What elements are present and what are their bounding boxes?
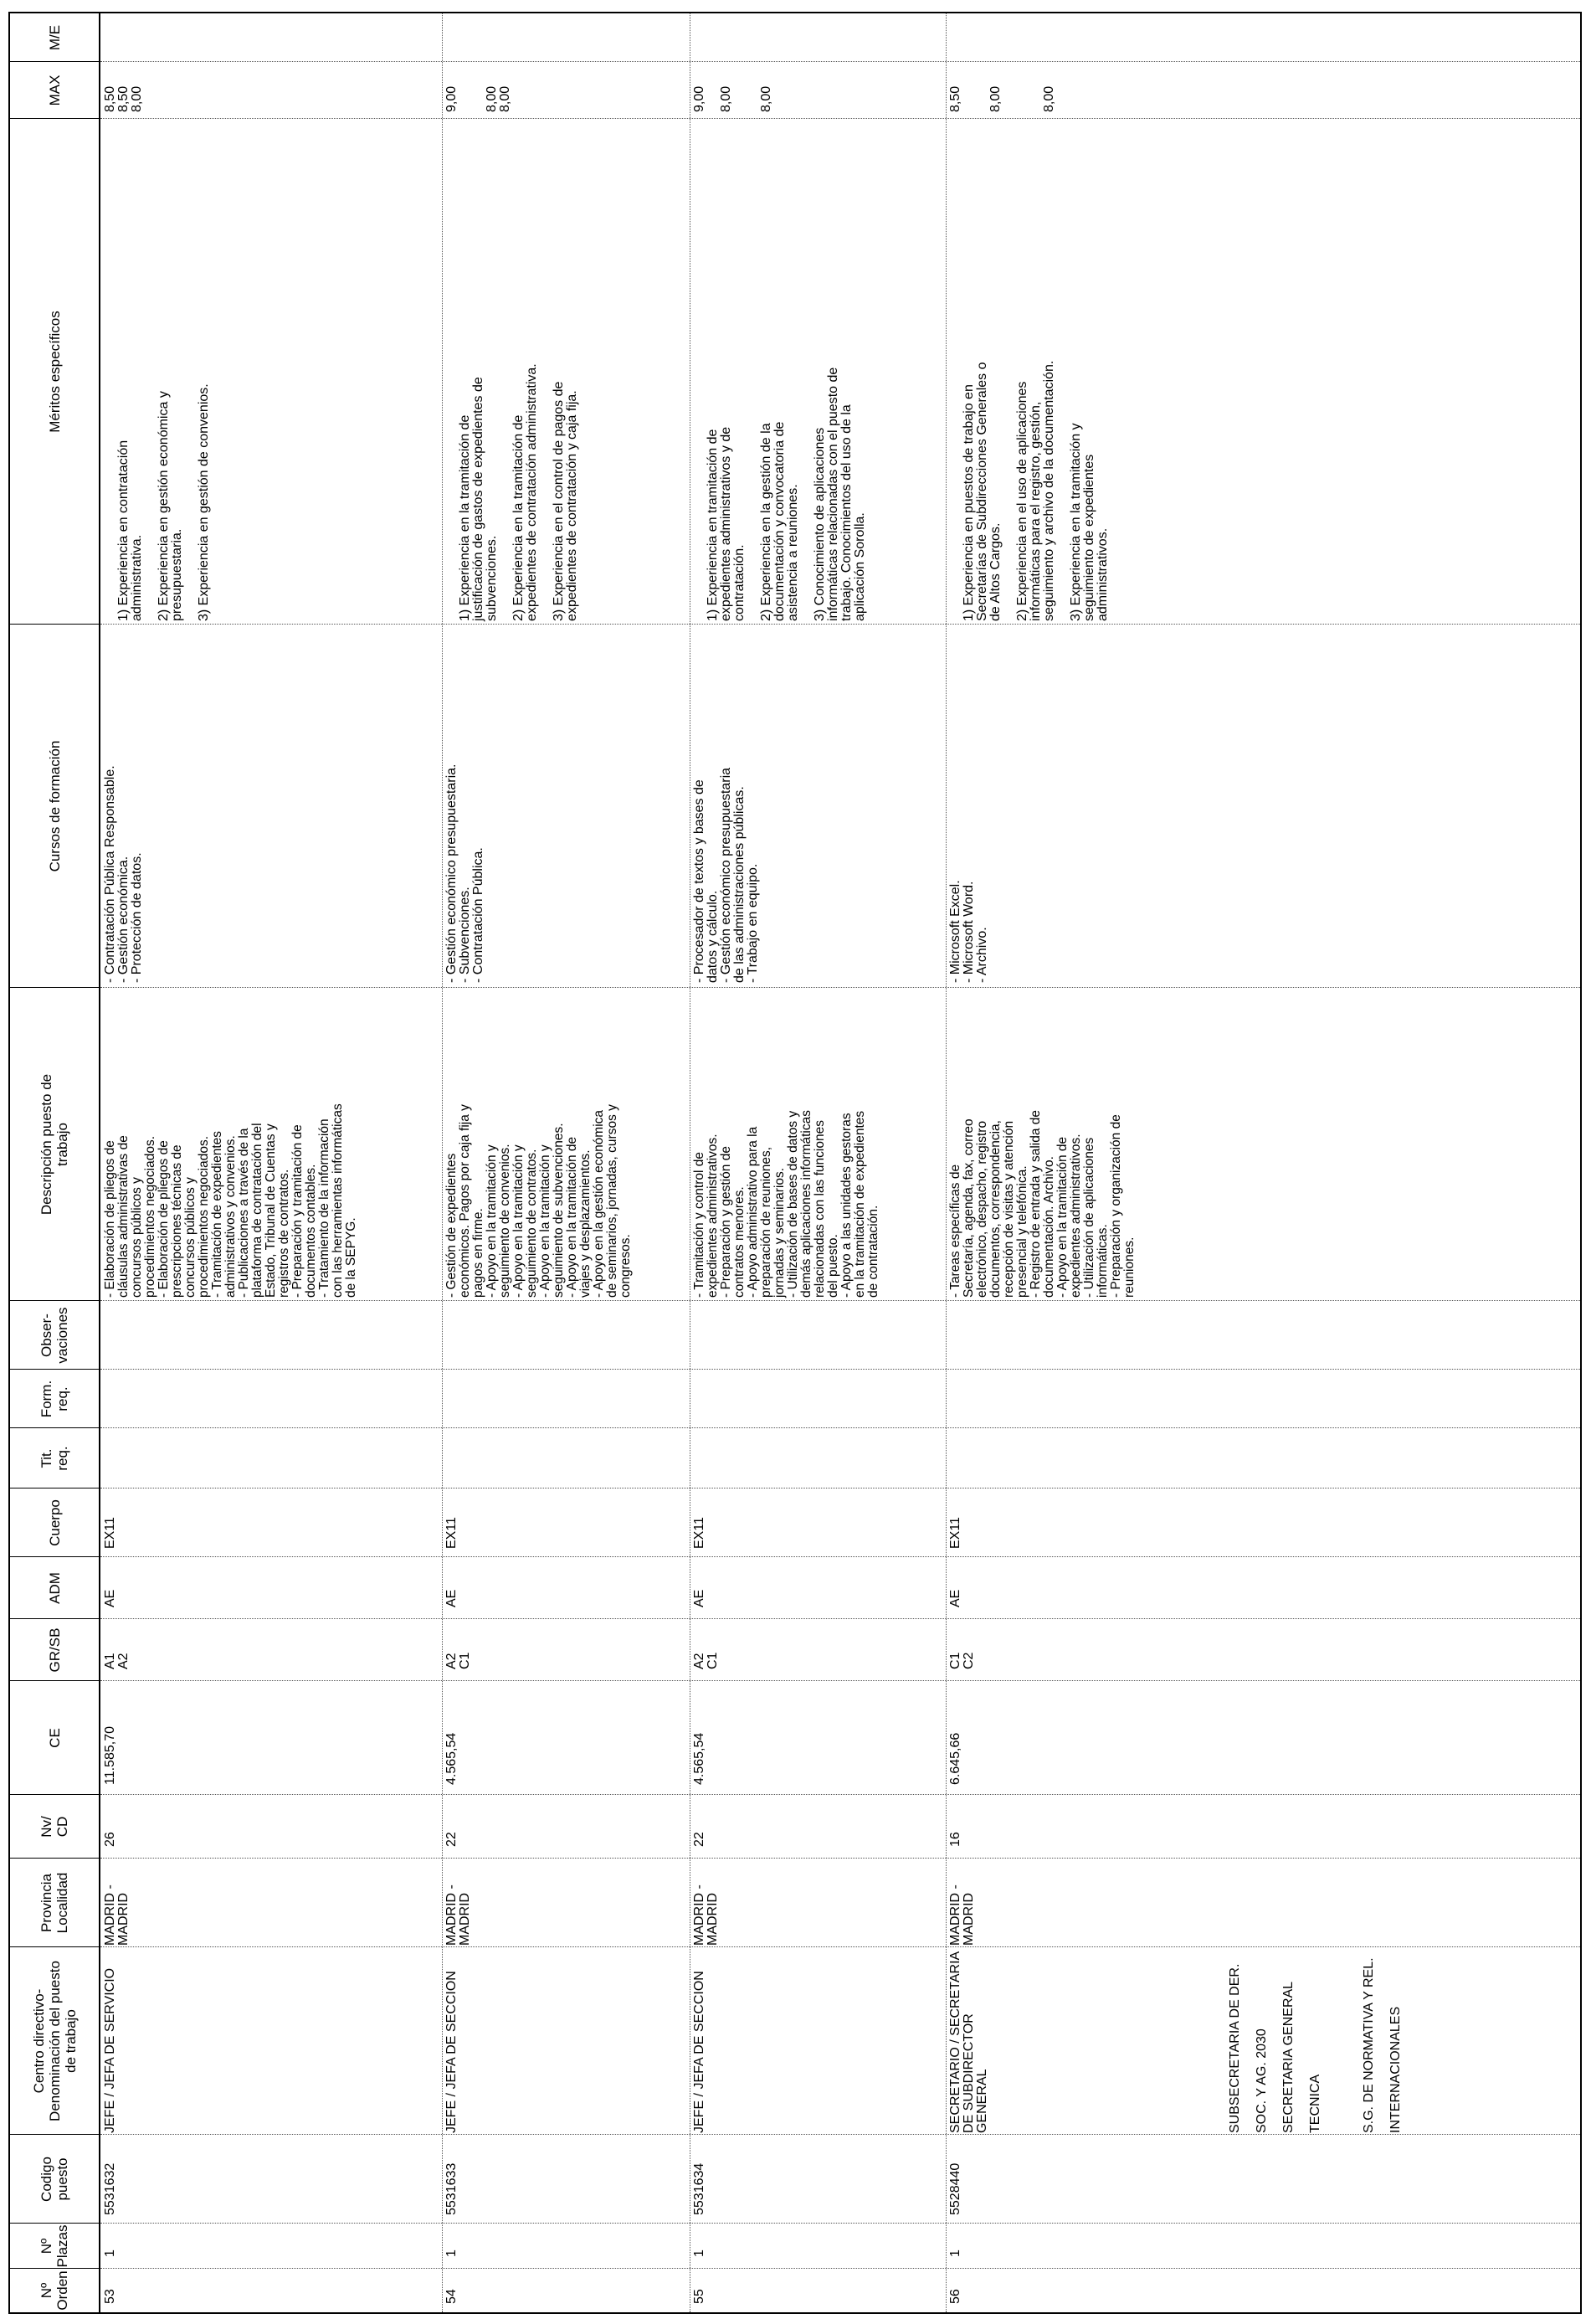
merito-item: 1) Experiencia en puestos de trabajo en Secretarías de Subdirecciones Generales o de Altos Cargos. (962, 362, 1003, 621)
plazas-cell: 1 (444, 2249, 459, 2257)
max-value: 8,00 (719, 85, 733, 112)
plazas-cell: 1 (692, 2249, 706, 2257)
descripcion-cell: - Gestión de expedientes económicos. Pagos por caja fija y pagos en firme. - Apoyo en la tramitación y seguimiento de convenios. - Apoyo en la tramitación y seguimiento de contratos. - Apoyo en la tramitación y seguimiento de subvenciones. - Apoyo en la tramitación de viajes y desplazamientos. - Apoyo en la gestión económica de seminarios, jornadas, cursos y congresos. (444, 1104, 633, 1298)
max-value: 8,00 (988, 85, 1003, 112)
header-ce: CE (46, 1728, 63, 1748)
denominacion-cell: JEFE / JEFA DE SECCION (692, 1971, 706, 2133)
descripcion-cell: - Elaboración de pliegos de cláusulas administrativas de concursos públicos y procedimientos negociados. - Elaboración de pliegos de prescripciones técnicas de concursos públicos y procedimientos negociados. - Tramitación de expedientes administrativos y convenios. - Publicaciones a través de la plataforma de contratación del Estado, Tribunal de Cuentas y registros de contratos. - Preparación y tramitación de documentos contables. - Tratamiento de la información con las herramientas informáticas de la SEPYG. (103, 1103, 358, 1298)
max-cell (949, 65, 1056, 112)
cursos-cell: - Procesador de textos y bases de datos y cálculo. - Gestión económico presupuestaria de las administraciones públicas. - Trabajo en equipo. (692, 767, 760, 983)
cursos-cell: - Microsoft Excel. - Microsoft Word. - Archivo. (948, 880, 989, 983)
nivel-cell: 22 (692, 1832, 706, 1847)
merito-item: 1) Experiencia en la tramitación de justificación de gastos de expedientes de subvenciones. (458, 377, 499, 621)
header-meritos: Méritos específicos (46, 311, 63, 433)
provincia-cell: MADRID - MADRID (948, 1884, 976, 1946)
ce-cell: 4.565,54 (692, 1732, 706, 1785)
provincia-cell: MADRID - MADRID (103, 1884, 131, 1946)
adm-cell: AE (444, 1589, 459, 1607)
max-value: 8,00 (130, 85, 144, 112)
ce-cell: 6.645,66 (948, 1732, 962, 1785)
header-cursos: Cursos de formación (46, 740, 63, 872)
org-line: S.G. DE NORMATIVA Y REL. (1362, 1957, 1376, 2133)
provincia-cell: MADRID - MADRID (444, 1884, 472, 1946)
plazas-cell: 1 (103, 2249, 117, 2257)
merito-item: 3) Experiencia en el control de pagos de expedientes de contratación y caja fija. (552, 381, 579, 621)
meritos-cell (949, 122, 1123, 621)
header-centro: Centro directivo- Denominación del puesto de trabajo (30, 1961, 79, 2121)
grupo-cell: A2 C1 (444, 1652, 472, 1669)
org-line: SECRETARIA GENERAL (1281, 1981, 1296, 2133)
adm-cell: AE (948, 1589, 962, 1607)
merito-item: 1) Experiencia en contratación administrativa. (116, 440, 144, 621)
table-header (10, 13, 100, 2312)
merito-item: 2) Experiencia en el uso de aplicaciones informáticas para el registro, gestión, seguimiento y archivo de la documentación. (1015, 360, 1056, 621)
header-plazas: Nº Plazas (38, 2224, 70, 2268)
codigo-cell: 5531634 (692, 2162, 706, 2215)
cursos-cell: - Gestión económico presupuestaria. - Subvenciones. - Contratación Pública. (444, 764, 485, 983)
merito-item: 2) Experiencia en la tramitación de expedientes de contratación administrativa. (511, 363, 539, 621)
adm-cell: AE (692, 1589, 706, 1607)
header-form: Form. req. (38, 1380, 70, 1418)
positions-table (8, 12, 1582, 2314)
nivel-cell: 22 (444, 1832, 459, 1847)
header-max: MAX (46, 75, 63, 106)
ce-cell: 4.565,54 (444, 1732, 459, 1785)
merito-item: 3) Experiencia en gestión de convenios. (197, 383, 211, 621)
max-value: 8,00 (759, 85, 773, 112)
codigo-cell: 5528440 (948, 2162, 962, 2215)
max-value: 8,50 (116, 85, 131, 112)
plazas-cell: 1 (948, 2249, 962, 2257)
header-orden: Nº Orden (38, 2270, 70, 2311)
org-line: INTERNACIONALES (1388, 2006, 1403, 2133)
denominacion-cell: JEFE / JEFA DE SECCION (444, 1971, 459, 2133)
grupo-cell: C1 C2 (948, 1652, 976, 1669)
header-nv: Nv/ CD (38, 1816, 70, 1838)
cursos-cell: - Contratación Pública Responsable. - Gestión económica. - Protección de datos. (103, 765, 144, 983)
max-cell (104, 65, 144, 112)
header-obs: Obser- vaciones (38, 1307, 70, 1364)
ce-cell: 11.585,70 (103, 1726, 117, 1785)
header-adm: ADM (46, 1572, 63, 1604)
max-cell (445, 65, 512, 112)
header-gr: GR/SB (46, 1627, 63, 1673)
organization-unit (1215, 1941, 1416, 2133)
nivel-cell: 26 (103, 1832, 117, 1847)
max-value: 8,00 (1042, 85, 1056, 112)
descripcion-cell: - Tramitación y control de expedientes administrativos. - Preparación y gestión de contratos menores. - Apoyo administrativo para la preparación de reuniones, jornadas y seminarios. - Utilización de bases de datos y demás aplicaciones informáticas relacionadas con las funciones del puesto. - Apoyo a las unidades gestoras en la tramitación de expedientes de contratación. (692, 1110, 880, 1298)
provincia-cell: MADRID - MADRID (692, 1884, 720, 1946)
meritos-cell (445, 122, 593, 621)
max-value: 9,00 (692, 85, 706, 112)
orden-cell: 53 (103, 2289, 117, 2304)
max-value: 8,50 (948, 85, 962, 112)
merito-item: 3) Experiencia en la tramitación y seguimiento de expedientes administrativos. (1069, 423, 1110, 621)
meritos-cell (693, 122, 880, 621)
max-value: 8,00 (498, 85, 512, 112)
header-tit: Tit. req. (38, 1446, 70, 1471)
cuerpo-cell: EX11 (948, 1517, 962, 1549)
max-value: 8,00 (485, 85, 499, 112)
org-line: SOC. Y AG. 2030 (1255, 2028, 1269, 2133)
merito-item: 3) Conocimiento de aplicaciones informáticas relacionadas con el puesto de trabajo. Conocimientos del uso de la aplicación Sorolla. (813, 367, 867, 621)
meritos-cell (104, 122, 224, 621)
org-line: SUBSECRETARIA DE DER. (1228, 1963, 1242, 2133)
orden-cell: 56 (948, 2289, 962, 2304)
grupo-cell: A2 C1 (692, 1652, 720, 1669)
grupo-cell: A1 A2 (103, 1653, 131, 1669)
merito-item: 1) Experiencia en tramitación de expedientes administrativos y de contratación. (706, 426, 747, 621)
merito-item: 2) Experiencia en gestión económica y presupuestaria. (157, 391, 184, 621)
max-value: 9,00 (444, 85, 459, 112)
header-cuerpo: Cuerpo (46, 1499, 63, 1546)
cuerpo-cell: EX11 (692, 1517, 706, 1549)
orden-cell: 55 (692, 2289, 706, 2304)
codigo-cell: 5531633 (444, 2162, 459, 2215)
header-descripcion: Descripción puesto de trabajo (38, 1073, 70, 1216)
cuerpo-cell: EX11 (444, 1517, 459, 1549)
header-me: M/E (46, 24, 63, 51)
denominacion-cell: JEFE / JEFA DE SERVICIO (103, 1967, 117, 2133)
descripcion-cell: - Tareas específicas de Secretaría, agenda, fax, correo electrónico, despacho, registro documentos, correspondencia, recepción de visitas y atención presencial y telefónica. - Registro de entrada y salida de documentación. Archivo. - Apoyo en la tramitación de expedientes administrativos. - Utilización de aplicaciones informáticas. - Preparación y organización de reuniones. (948, 1109, 1137, 1298)
orden-cell: 54 (444, 2289, 459, 2304)
merito-item: 2) Experiencia en la gestión de la documentación y convocatoria de asistencia a reuniones. (759, 421, 800, 621)
codigo-cell: 5531632 (103, 2162, 117, 2215)
denominacion-cell: SECRETARIO / SECRETARIA DE SUBDIRECTOR GENERAL (948, 1951, 989, 2133)
max-value: 8,50 (103, 85, 117, 112)
nivel-cell: 16 (948, 1832, 962, 1847)
max-cell (693, 65, 773, 112)
cuerpo-cell: EX11 (103, 1517, 117, 1549)
org-line: TECNICA (1308, 2074, 1322, 2133)
header-codigo: Codigo puesto (38, 2157, 70, 2202)
header-provincia: Provincia Localidad (38, 1872, 70, 1934)
adm-cell: AE (103, 1589, 117, 1607)
